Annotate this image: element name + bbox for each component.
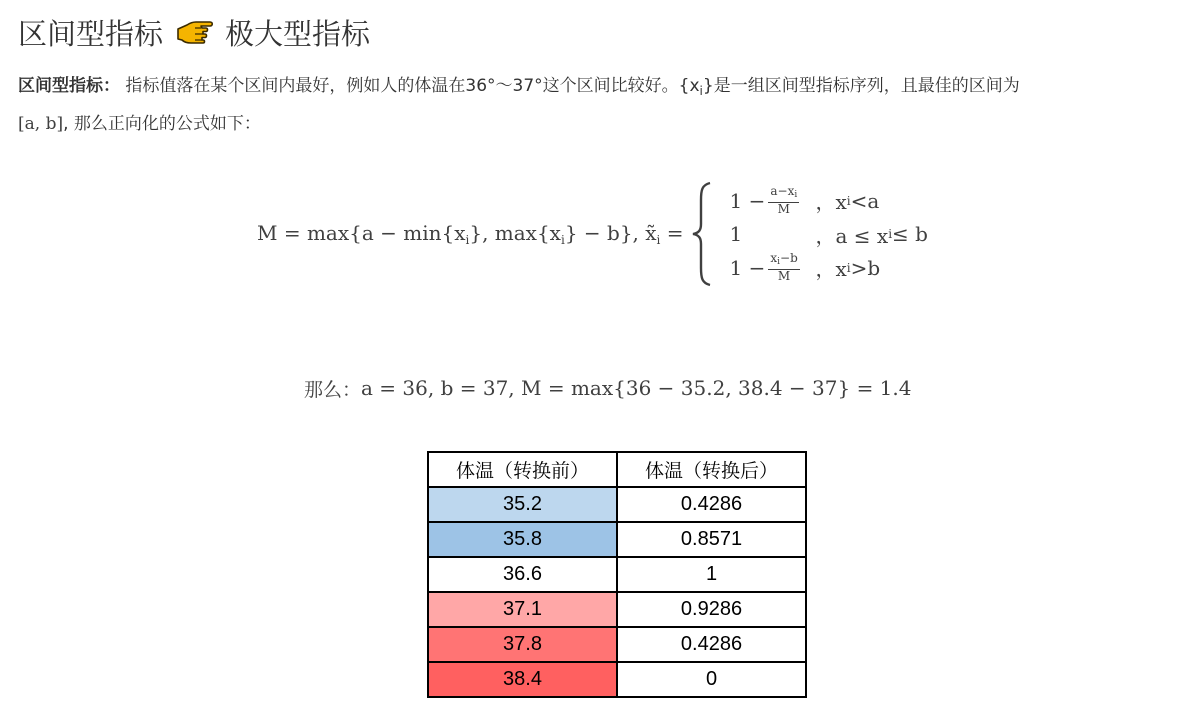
case-row: 1 − $\frac{xi-b}{M}$ ，x i >b bbox=[729, 251, 881, 283]
temp-before-cell: 37.1 bbox=[428, 592, 617, 627]
then-expression: a = 36, b = 37, M = max{36 − 35.2, 38.4 − 37} = 1.4 bbox=[361, 376, 912, 400]
para-label: 区间型指标： bbox=[18, 76, 120, 96]
temp-after-cell: 0.4286 bbox=[617, 487, 806, 522]
case-row: 1 ，a ≤ x i ≤ b bbox=[729, 222, 928, 248]
table-row bbox=[428, 487, 806, 522]
temp-before-cell: 36.6 bbox=[428, 557, 617, 592]
temp-after-cell: 0.4286 bbox=[617, 627, 806, 662]
para-sub: i bbox=[699, 84, 703, 98]
temp-after-cell: 1 bbox=[617, 557, 806, 592]
para-text2: }是一组区间型指标序列，且最佳的区间为 bbox=[702, 76, 1020, 96]
normalization-formula bbox=[257, 178, 928, 290]
para-text1: 指标值落在某个区间内最好，例如人的体温在36°～37°这个区间比较好。{x bbox=[125, 76, 700, 96]
table-row bbox=[428, 662, 806, 697]
table-row bbox=[428, 557, 806, 592]
header-after: 体温（转换后） bbox=[617, 452, 806, 487]
left-brace-icon bbox=[688, 180, 718, 288]
formula-lhs: $M = \max\{a - \min\{x_i\}$, $\max\{x_i\} - b$}, $x̃_i$ = bbox=[257, 221, 684, 247]
table-row bbox=[428, 627, 806, 662]
case-row: 1 − $\frac{a-xi}{M}$ ，x i <a bbox=[729, 184, 880, 216]
example-computation bbox=[304, 370, 911, 406]
table-row bbox=[428, 522, 806, 557]
temp-after-cell: 0.9286 bbox=[617, 592, 806, 627]
heading-maximal-indicator: 极大型指标 bbox=[225, 16, 371, 51]
pointing-hand-icon bbox=[175, 17, 215, 47]
header-before: 体温（转换前） bbox=[428, 452, 617, 487]
page-heading bbox=[18, 10, 370, 54]
temperature-table bbox=[427, 451, 807, 698]
then-label: 那么： bbox=[304, 378, 362, 401]
formula-cases bbox=[730, 184, 928, 284]
intro-paragraph bbox=[18, 70, 1183, 141]
temp-before-cell: 37.8 bbox=[428, 627, 617, 662]
temp-after-cell: 0 bbox=[617, 662, 806, 697]
temp-before-cell: 35.2 bbox=[428, 487, 617, 522]
temp-after-cell: 0.8571 bbox=[617, 522, 806, 557]
temp-before-cell: 35.8 bbox=[428, 522, 617, 557]
heading-interval-indicator: 区间型指标 bbox=[18, 16, 164, 51]
table-header-row bbox=[428, 452, 806, 487]
para-text3: , 那么正向化的公式如下： bbox=[63, 114, 261, 134]
para-interval: [a, b] bbox=[18, 114, 64, 134]
temp-before-cell: 38.4 bbox=[428, 662, 617, 697]
table-row bbox=[428, 592, 806, 627]
